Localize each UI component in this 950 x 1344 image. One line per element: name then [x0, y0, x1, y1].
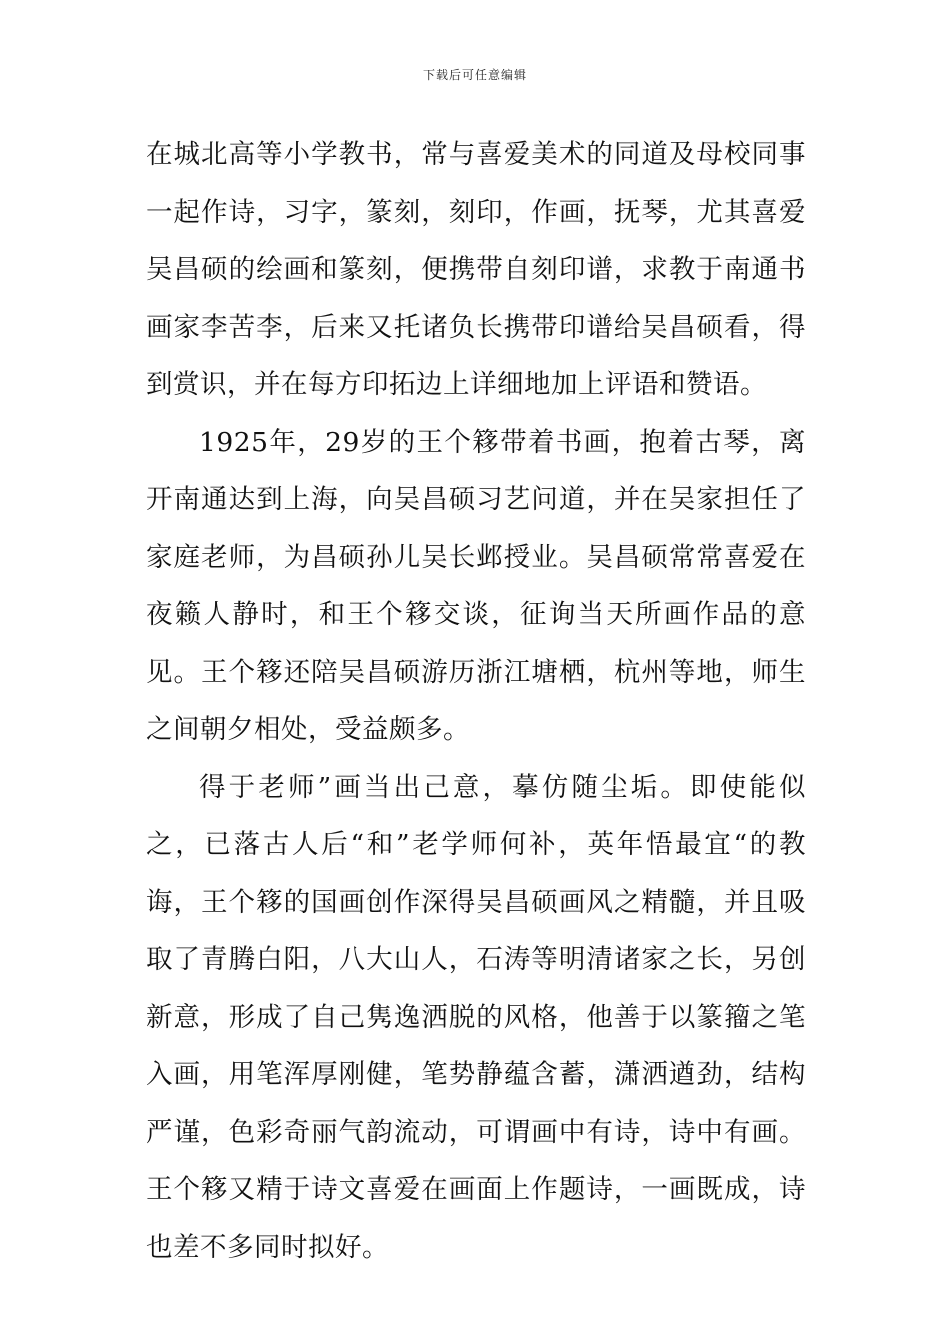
paragraph-1: 在城北高等小学教书，常与喜爱美术的同道及母校同事一起作诗，习字，篆刻，刻印，作画，抚琴，尤其喜爱吴昌硕的绘画和篆刻，便携带自刻印谱，求教于南通书画家李苦李，后来又托诸负长携带印谱给吴昌硕看，得到赏识，并在每方印拓边上详细地加上评语和赞语。 — [146, 139, 806, 400]
paragraph-2: 1925年，29岁的王个簃带着书画，抱着古琴，离开南通达到上海，向吴昌硕习艺问道，并在吴家担任了家庭老师，为昌硕孙儿吴长邺授业。吴昌硕常常喜爱在夜籁人静时，和王个簃交谈，征询当天所画作品的意见。王个簃还陪吴昌硕游历浙江塘栖，杭州等地，师生之间朝夕相处，受益颇多。 — [146, 426, 806, 745]
page-header: 下载后可任意编辑 — [422, 68, 527, 82]
paragraph-3: 得于老师”画当出己意，摹仿随尘垢。即使能似之，已落古人后“和”老学师何补，英年悟最宜“的教诲，王个簃的国画创作深得吴昌硕画风之精髓，并且吸取了青腾白阳，八大山人，石涛等明清诸家之长，另创新意，形成了自己隽逸洒脱的风格，他善于以篆籀之笔入画，用笔浑厚刚健，笔势静蕴含蓄，潇洒遒劲，结构严谨，色彩奇丽气韵流动，可谓画中有诗，诗中有画。王个簃又精于诗文喜爱在画面上作题诗，一画既成，诗也差不多同时拟好。 — [146, 771, 806, 1263]
document-body — [146, 126, 806, 1276]
